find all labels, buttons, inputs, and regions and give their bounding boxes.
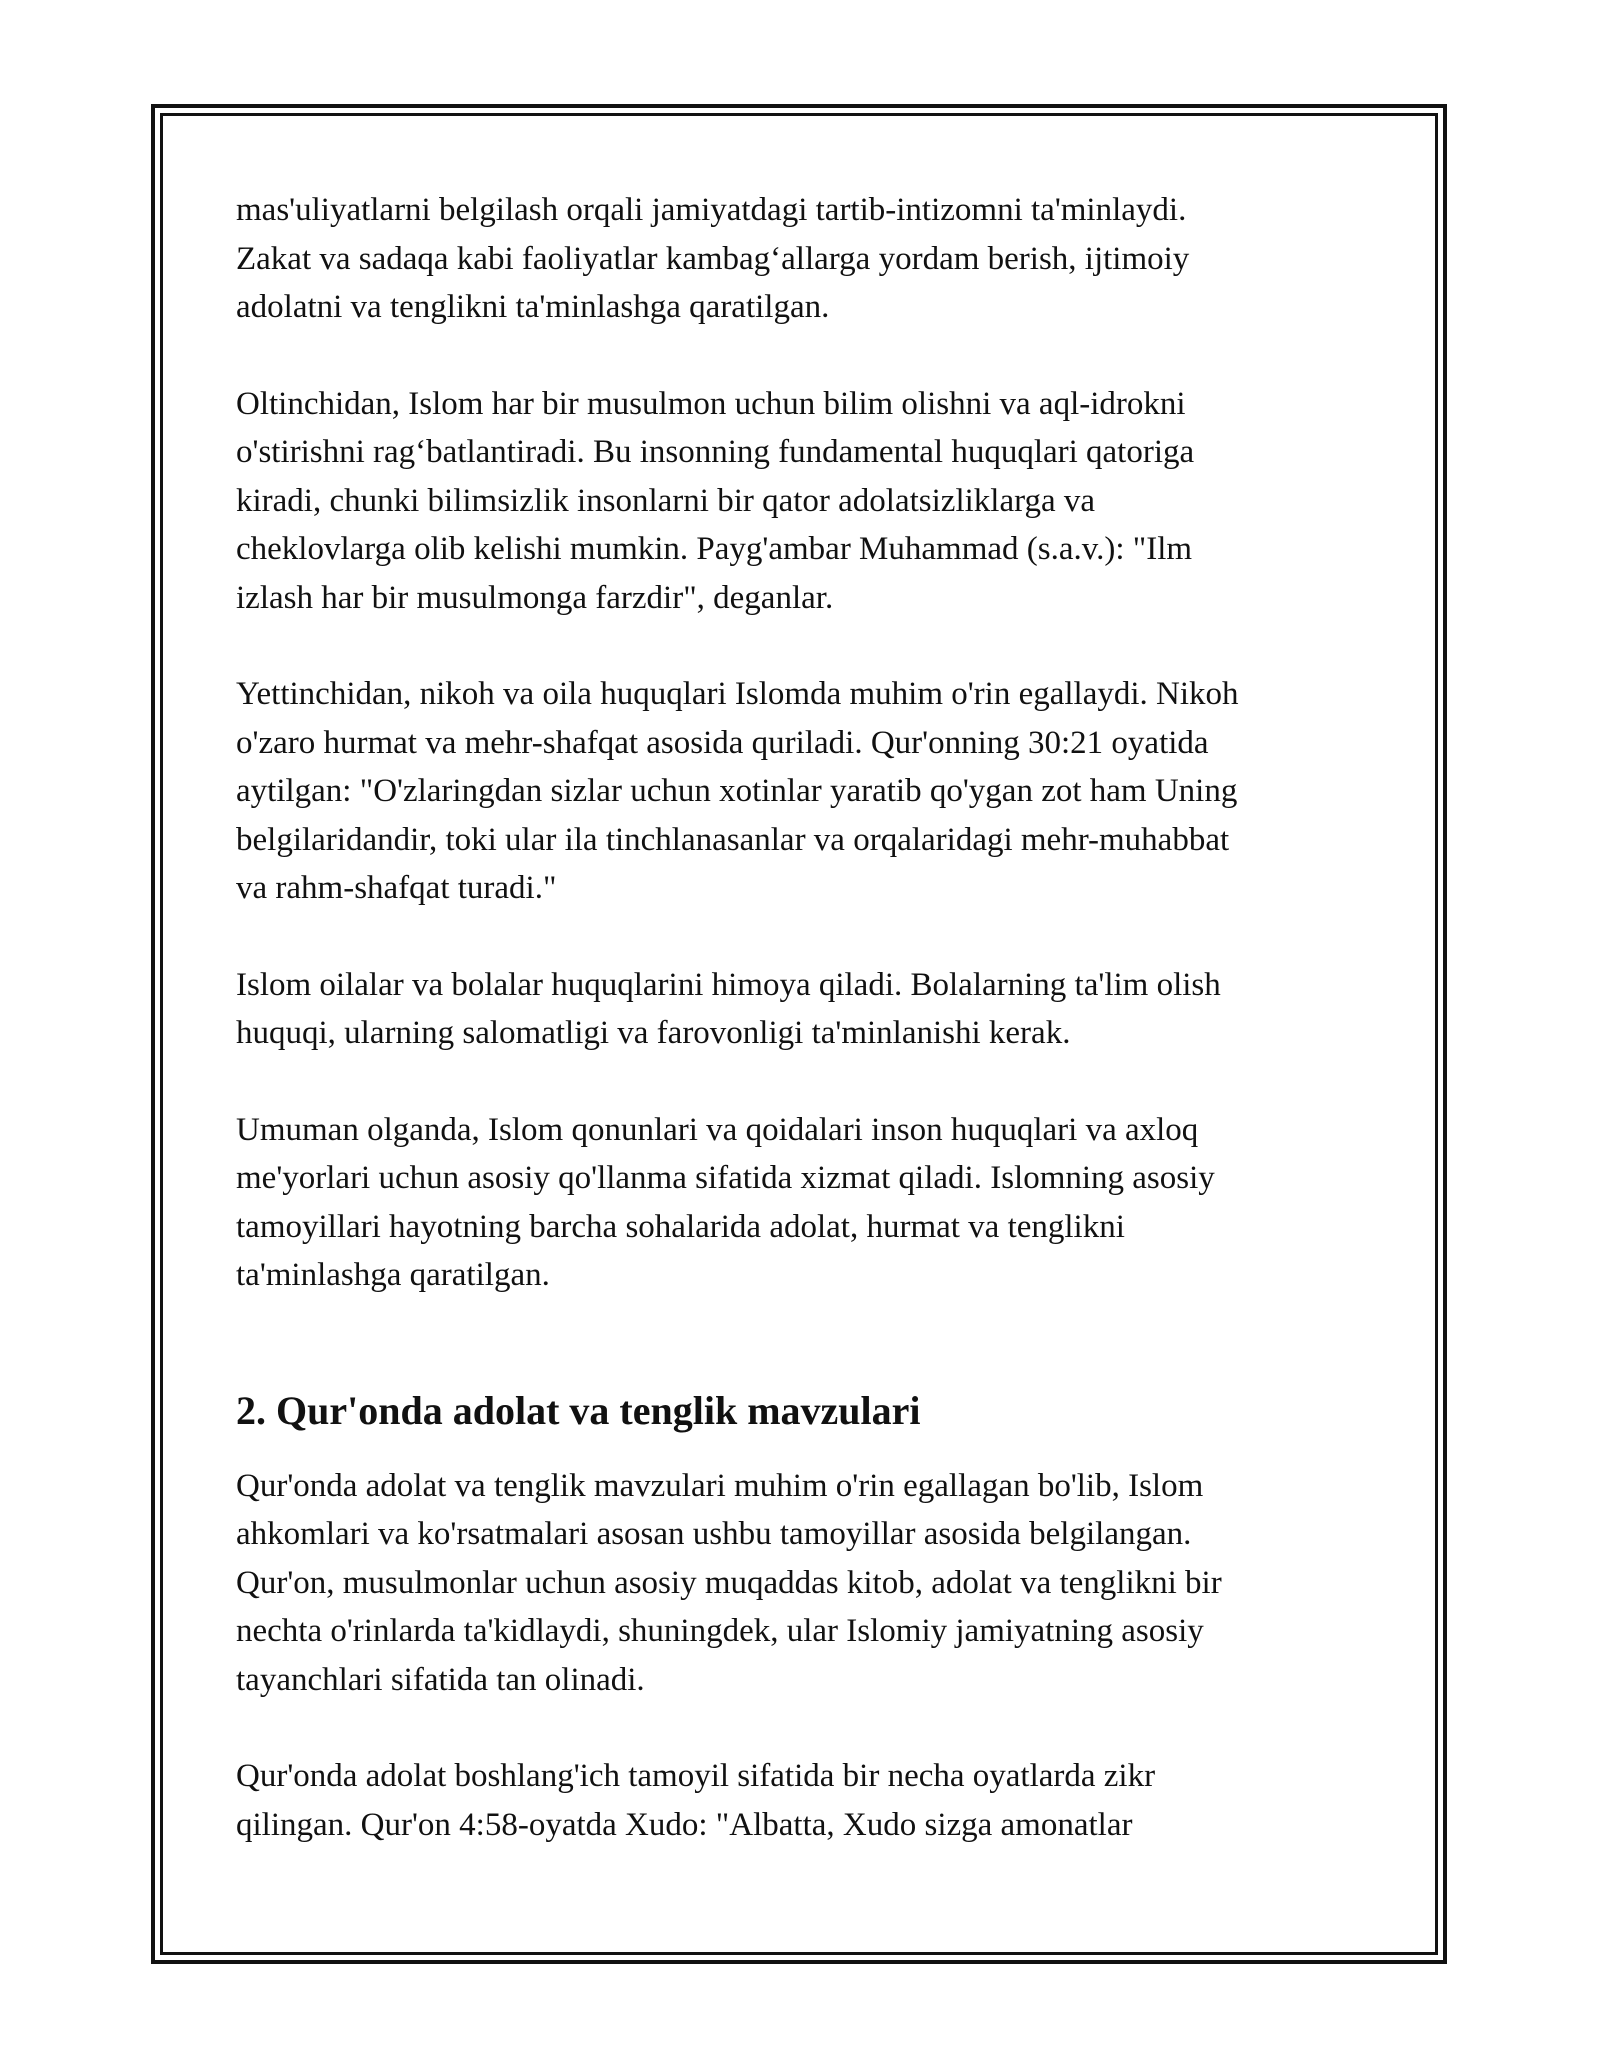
text-line: huquqi, ularning salomatligi va farovonligi ta'minlanishi kerak. bbox=[236, 1015, 1071, 1051]
text-line: Zakat va sadaqa kabi faoliyatlar kambag‘allarga yordam berish, ijtimoiy bbox=[236, 240, 1190, 277]
paragraph-3 bbox=[236, 670, 1366, 913]
text-line: tayanchlari sifatida tan olinadi. bbox=[236, 1661, 645, 1698]
text-line: belgilaridandir, toki ular ila tinchlanasanlar va orqalaridagi mehr-muhabbat bbox=[236, 821, 1230, 858]
text-line: tamoyillari hayotning barcha sohalarida adolat, hurmat va tenglikni bbox=[236, 1208, 1125, 1245]
text-line: Qur'on, musulmonlar uchun asosiy muqaddas kitob, adolat va tenglikni bir bbox=[236, 1564, 1222, 1601]
text-line: nechta o'rinlarda ta'kidlaydi, shuningdek, ular Islomiy jamiyatning asosiy bbox=[236, 1613, 1204, 1649]
paragraph-7 bbox=[236, 1752, 1366, 1849]
text-line: Islom oilalar va bolalar huquqlarini himoya qiladi. Bolalarning ta'lim olish bbox=[236, 966, 1221, 1003]
text-line: ahkomlari va ko'rsatmalari asosan ushbu tamoyillar asosida belgilangan. bbox=[236, 1516, 1192, 1552]
document-content bbox=[236, 186, 1366, 1897]
text-line: cheklovlarga olib kelishi mumkin. Payg'ambar Muhammad (s.a.v.): "Ilm bbox=[236, 531, 1193, 567]
paragraph-4 bbox=[236, 961, 1366, 1058]
text-line: me'yorlari uchun asosiy qo'llanma sifatida xizmat qiladi. Islomning asosiy bbox=[236, 1160, 1215, 1196]
text-line: aytilgan: "O'zlaringdan sizlar uchun xotinlar yaratib qo'ygan zot ham Uning bbox=[236, 773, 1238, 809]
paragraph-6 bbox=[236, 1462, 1366, 1705]
paragraph-1 bbox=[236, 186, 1366, 332]
paragraph-5 bbox=[236, 1106, 1366, 1300]
paragraph-2 bbox=[236, 380, 1366, 623]
text-line: ta'minlashga qaratilgan. bbox=[236, 1257, 550, 1293]
text-line: Qur'onda adolat va tenglik mavzulari muhim o'rin egallagan bo'lib, Islom bbox=[236, 1467, 1204, 1504]
text-line: Qur'onda adolat boshlang'ich tamoyil sifatida bir necha oyatlarda zikr bbox=[236, 1758, 1156, 1794]
text-line: Oltinchidan, Islom har bir musulmon uchun bilim olishni va aql-idrokni bbox=[236, 385, 1186, 422]
text-line: kiradi, chunki bilimsizlik insonlarni bir qator adolatsizliklarga va bbox=[236, 482, 1096, 519]
text-line: Yettinchidan, nikoh va oila huquqlari Islomda muhim o'rin egallaydi. Nikoh bbox=[236, 676, 1239, 712]
text-line: qilingan. Qur'on 4:58-oyatda Xudo: "Albatta, Xudo sizga amonatlar bbox=[236, 1806, 1133, 1843]
text-line: adolatni va tenglikni ta'minlashga qaratilgan. bbox=[236, 289, 830, 325]
text-line: va rahm-shafqat turadi." bbox=[236, 870, 557, 906]
text-line: o'stirishni rag‘batlantiradi. Bu insonning fundamental huquqlari qatoriga bbox=[236, 434, 1195, 470]
text-line: mas'uliyatlarni belgilash orqali jamiyatdagi tartib-intizomni ta'minlaydi. bbox=[236, 192, 1187, 228]
section-heading: 2. Qur'onda adolat va tenglik mavzulari bbox=[236, 1387, 921, 1433]
text-line: o'zaro hurmat va mehr-shafqat asosida quriladi. Qur'onning 30:21 oyatida bbox=[236, 724, 1209, 761]
text-line: izlash har bir musulmonga farzdir", deganlar. bbox=[236, 579, 834, 616]
text-line: Umuman olganda, Islom qonunlari va qoidalari inson huquqlari va axloq bbox=[236, 1111, 1199, 1148]
